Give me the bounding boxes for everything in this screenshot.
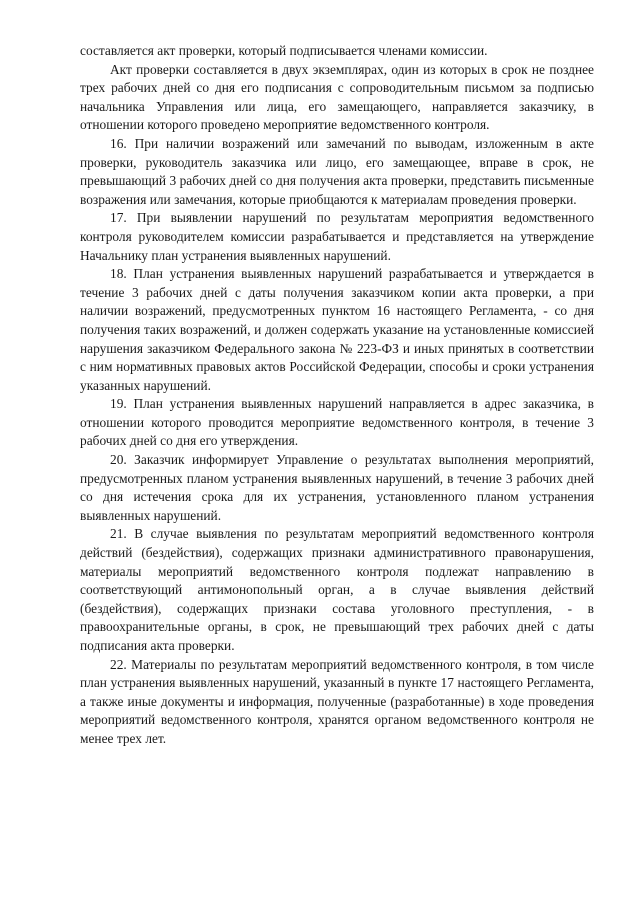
document-body bbox=[80, 42, 594, 749]
paragraph-17: 17. При выявлении нарушений по результатам мероприятия ведомственного контроля руководителем комиссии разрабатывается и представляется на утверждение Начальнику план устранения выявленных нарушений. bbox=[80, 210, 594, 263]
paragraph-20: 20. Заказчик информирует Управление о результатах выполнения мероприятий, предусмотренных планом устранения выявленных нарушений, в течение 3 рабочих дней со дня истечения срока для их устранения, установленного планом устранения выявленных нарушений. bbox=[80, 452, 594, 523]
paragraph-18: 18. План устранения выявленных нарушений разрабатывается и утверждается в течение 3 рабочих дней с даты получения заказчиком копии акта проверки, а при наличии возражений, предусмотренных пунктом 16 настоящего Регламента, - со дня получения таких возражений, и должен содержать указание на установленные комиссией нарушения заказчиком Федерального закона № 223-ФЗ и иных принятых в соответствии с ним нормативных правовых актов Российской Федерации, способы и сроки устранения указанных нарушений. bbox=[80, 266, 594, 393]
paragraph-16: 16. При наличии возражений или замечаний по выводам, изложенным в акте проверки, руководитель заказчика или лицо, его замещающее, вправе в срок, не превышающий 3 рабочих дней со дня получения акта проверки, представить письменные возражения или замечания, которые приобщаются к материалам проведения проверки. bbox=[80, 135, 594, 207]
paragraph-19: 19. План устранения выявленных нарушений направляется в адрес заказчика, в отношении которого проводится мероприятие ведомственного контроля, в течение 3 рабочих дней со дня его утверждения. bbox=[80, 396, 594, 449]
paragraph-act-copies: Акт проверки составляется в двух экземплярах, один из которых в срок не позднее трех рабочих дней со дня его подписания с сопроводительным письмом за подписью начальника Управления или лица, его замещающего, направляется заказчику, в отношении которого проведено мероприятие ведомственного контроля. bbox=[80, 61, 594, 133]
paragraph-continuation: составляется акт проверки, который подписывается членами комиссии. bbox=[80, 43, 488, 58]
paragraph-22: 22. Материалы по результатам мероприятий ведомственного контроля, в том числе план устранения выявленных нарушений, указанный в пункте 17 настоящего Регламента, а также иные документы и информация, полученные (разработанные) в ходе проведения мероприятий ведомственного контроля, хранятся органом ведомственного контроля не менее трех лет. bbox=[80, 656, 594, 746]
paragraph-21: 21. В случае выявления по результатам мероприятий ведомственного контроля действий (бездействия), содержащих признаки административного правонарушения, материалы мероприятий ведомственного контроля подлежат направлению в соответствующий антимонопольный орган, а в случае выявления действий (бездействия), содержащих признаки состава уголовного преступления, - в правоохранительные органы, в срок, не превышающий трех рабочих дней с даты подписания акта проверки. bbox=[80, 526, 594, 653]
